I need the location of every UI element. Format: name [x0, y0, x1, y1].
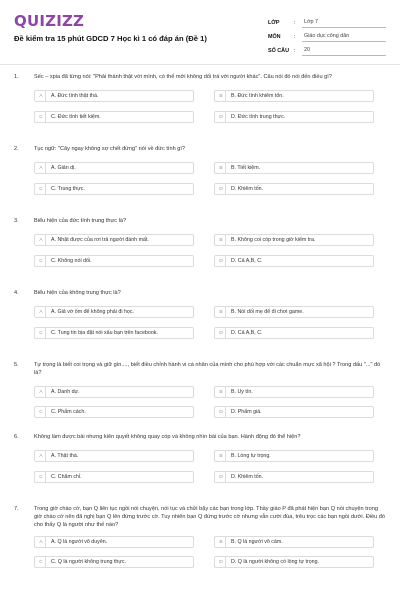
meta-value: Lớp 7: [302, 19, 386, 28]
option-text: A. Thật thà.: [51, 453, 79, 459]
option-text: C. Phẩm cách.: [51, 409, 86, 415]
question-number: 2.: [14, 146, 19, 152]
option-letter: D: [217, 255, 226, 267]
option-text: D. Phẩm giá.: [231, 409, 262, 415]
option-letter: C: [37, 327, 46, 339]
option-text: A. Danh dự.: [51, 389, 80, 395]
option-a[interactable]: [34, 90, 194, 102]
question-text: Sếc – xpia đã từng nói: "Phải thành thật với mình, có thế mới không dối trá với người khác". Câu nói đó nói đến điều gì?: [34, 74, 332, 80]
option-text: D. Cả A,B, C.: [231, 258, 263, 264]
option-letter: D: [217, 406, 226, 418]
option-letter: C: [37, 406, 46, 418]
meta-label: SỐ CÂU: [268, 48, 289, 54]
option-text: C. Chăm chỉ.: [51, 474, 82, 480]
option-text: A. Đức tính thật thà.: [51, 93, 99, 99]
option-d[interactable]: [214, 255, 374, 267]
option-d[interactable]: [214, 406, 374, 418]
question-2: [0, 146, 400, 218]
question-5: [0, 362, 400, 434]
option-letter: C: [37, 471, 46, 483]
option-a[interactable]: [34, 306, 194, 318]
question-number: 3.: [14, 218, 19, 224]
option-text: C. Đức tính tiết kiệm.: [51, 114, 101, 120]
option-d[interactable]: [214, 327, 374, 339]
meta-colon: :: [294, 20, 296, 26]
option-a[interactable]: [34, 536, 194, 548]
option-b[interactable]: [214, 306, 374, 318]
meta-colon: :: [294, 34, 296, 40]
option-text: C. Không nói dối.: [51, 258, 92, 264]
meta-label: LỚP: [268, 20, 280, 26]
option-letter: D: [217, 111, 226, 123]
option-text: B. Tiết kiệm.: [231, 165, 261, 171]
option-c[interactable]: [34, 111, 194, 123]
option-a[interactable]: [34, 386, 194, 398]
option-letter: A: [37, 536, 46, 548]
meta-row-class: [268, 14, 386, 28]
question-text: Biểu hiện của không trung thực là?: [34, 290, 121, 296]
option-b[interactable]: [214, 234, 374, 246]
option-text: D. Cả A,B, C.: [231, 330, 263, 336]
option-letter: B: [217, 162, 226, 174]
question-number: 7.: [14, 506, 19, 512]
option-text: A. Giản dị.: [51, 165, 76, 171]
option-c[interactable]: [34, 406, 194, 418]
option-text: B. Không coi cóp trong giờ kiểm tra.: [231, 237, 316, 243]
option-text: C. Q là người không trung thực.: [51, 559, 127, 565]
option-text: D. Q là người không có lòng tự trọng.: [231, 559, 320, 565]
option-letter: A: [37, 162, 46, 174]
option-letter: B: [217, 536, 226, 548]
question-list: [0, 74, 400, 590]
header-divider: [0, 64, 400, 65]
option-text: C. Trung thực.: [51, 186, 85, 192]
option-c[interactable]: [34, 471, 194, 483]
option-a[interactable]: [34, 234, 194, 246]
option-c[interactable]: [34, 556, 194, 568]
meta-value: 20: [302, 47, 386, 56]
option-letter: B: [217, 234, 226, 246]
option-letter: A: [37, 450, 46, 462]
option-c[interactable]: [34, 183, 194, 195]
meta-label: MÔN: [268, 34, 281, 40]
option-c[interactable]: [34, 255, 194, 267]
option-letter: B: [217, 90, 226, 102]
option-letter: B: [217, 386, 226, 398]
question-text: Biểu hiện của đức tính trung thực là?: [34, 218, 127, 224]
option-letter: D: [217, 471, 226, 483]
worksheet-meta: [268, 14, 386, 56]
option-letter: D: [217, 556, 226, 568]
option-letter: C: [37, 255, 46, 267]
meta-row-count: [268, 42, 386, 56]
option-text: B. Q là người vô cảm.: [231, 539, 283, 545]
question-6: [0, 434, 400, 506]
option-letter: A: [37, 90, 46, 102]
question-text: Trong giờ chào cờ, bạn Q liên tục ngồi nói chuyện, nói tục và chửi bậy các bạn trong lớp. Thầy giáo P đã phát hiện bạn Q nói chuyện trong giờ chào cờ nên đã nghị bạn Q lên đứng trước cờ. Tuy nhiên bạn Q đứng trước cờ nhưng vẫn cười đùa, trêu trọc các bạn ngồi dưới. Điều đó cho thấy Q là người như thế nào?: [34, 506, 385, 528]
question-number: 5.: [14, 362, 19, 368]
meta-colon: :: [294, 48, 296, 54]
question-text: Không làm được bài nhưng kiên quyết không quay cóp và không nhìn bài của bạn. Hành động đó thể hiện?: [34, 434, 301, 440]
option-letter: A: [37, 234, 46, 246]
question-text: Tục ngữ: "Cây ngay không sợ chết đứng" nói về đức tính gì?: [34, 146, 186, 152]
question-text: Tự trọng là biết coi trọng và giữ gìn...., biết điều chỉnh hành vi cá nhân của mình cho phù hợp với các chuẩn mực xã hội ? Trong dấu "..." đó là?: [34, 362, 381, 376]
option-c[interactable]: [34, 327, 194, 339]
option-text: D. Đức tính trung thực.: [231, 114, 286, 120]
option-d[interactable]: [214, 471, 374, 483]
quizizz-logo: QUIZIZZ: [14, 12, 85, 30]
option-text: B. Đức tính khiêm tốn.: [231, 93, 284, 99]
option-d[interactable]: [214, 183, 374, 195]
option-text: D. Khiêm tốn.: [231, 186, 264, 192]
option-text: D. Khiêm tốn.: [231, 474, 264, 480]
option-a[interactable]: [34, 450, 194, 462]
option-d[interactable]: [214, 556, 374, 568]
option-letter: A: [37, 306, 46, 318]
option-b[interactable]: [214, 386, 374, 398]
option-text: B. Uy tín.: [231, 389, 253, 395]
option-letter: C: [37, 183, 46, 195]
question-number: 6.: [14, 434, 19, 440]
question-number: 1.: [14, 74, 19, 80]
question-number: 4.: [14, 290, 19, 296]
option-text: C. Tung tin bịa đặt nói xấu bạn trên facebook.: [51, 330, 158, 336]
worksheet-header: [0, 0, 400, 60]
option-letter: C: [37, 111, 46, 123]
option-text: B. Lòng tự trọng.: [231, 453, 271, 459]
option-d[interactable]: [214, 111, 374, 123]
option-letter: B: [217, 450, 226, 462]
meta-row-subject: [268, 28, 386, 42]
option-text: A. Giả vờ ốm để không phải đi học.: [51, 309, 134, 315]
option-text: A. Q là người vô duyên.: [51, 539, 108, 545]
option-b[interactable]: [214, 90, 374, 102]
option-b[interactable]: [214, 536, 374, 548]
option-b[interactable]: [214, 450, 374, 462]
question-3: [0, 218, 400, 290]
question-4: [0, 290, 400, 362]
option-text: B. Nói dối mẹ để đi chơi game.: [231, 309, 304, 315]
meta-value: Giáo dục công dân: [302, 33, 386, 42]
option-a[interactable]: [34, 162, 194, 174]
option-letter: D: [217, 183, 226, 195]
option-letter: A: [37, 386, 46, 398]
option-letter: D: [217, 327, 226, 339]
option-b[interactable]: [214, 162, 374, 174]
option-letter: C: [37, 556, 46, 568]
option-letter: B: [217, 306, 226, 318]
question-1: [0, 74, 400, 146]
page-title: Đề kiểm tra 15 phút GDCD 7 Học kì 1 có đáp án (Đề 1): [14, 34, 207, 43]
option-text: A. Nhặt được của rơi trả người đánh mất.: [51, 237, 149, 243]
question-7: [0, 506, 400, 590]
